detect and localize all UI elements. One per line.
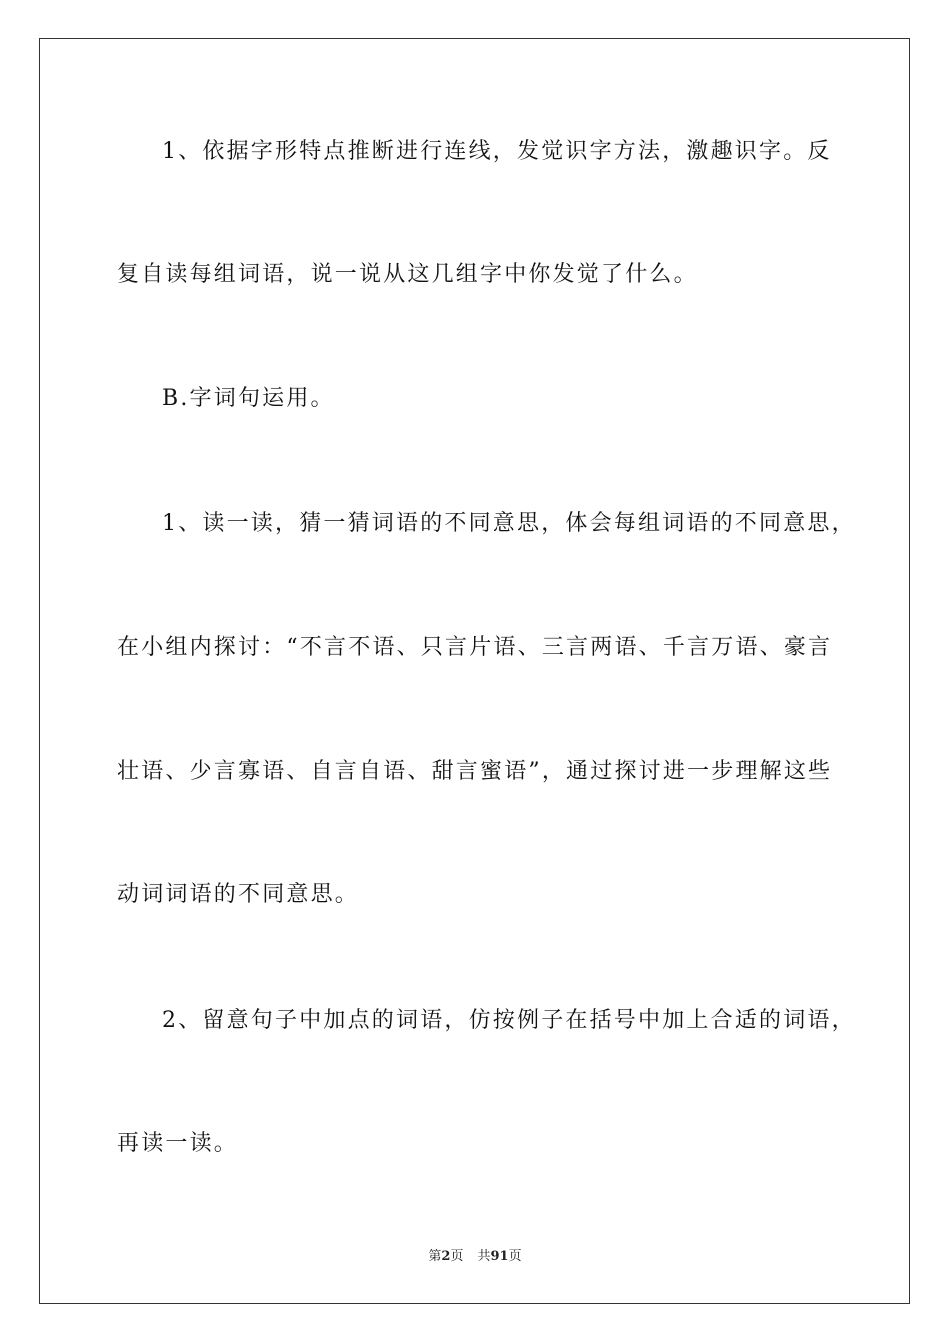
paragraph-line-3: 1、读一读，猜一猜词语的不同意思，体会每组词语的不同意思， [162, 511, 856, 536]
total-suffix: 页 [508, 1249, 522, 1264]
paragraph-line-8: 再读一读。 [117, 1131, 239, 1156]
paragraph-line-4: 在小组内探讨：“不言不语、只言片语、三言两语、千言万语、豪言 [117, 635, 833, 660]
page-frame [39, 38, 910, 1304]
page-prefix: 第 [428, 1249, 442, 1264]
page-suffix: 页 [450, 1249, 464, 1264]
page-total: 91 [490, 1249, 509, 1264]
total-prefix: 共 [477, 1249, 491, 1264]
paragraph-line-1: 1、依据字形特点推断进行连线，发觉识字方法，激趣识字。反 [162, 139, 832, 164]
paragraph-line-7: 2、留意句子中加点的词语，仿按例子在括号中加上合适的词语， [162, 1008, 856, 1033]
paragraph-line-5: 壮语、少言寡语、自言自语、甜言蜜语”，通过探讨进一步理解这些 [117, 759, 833, 784]
paragraph-line-6: 动词词语的不同意思。 [117, 882, 360, 907]
page-footer [0, 1248, 950, 1266]
section-heading: B.字词句运用。 [162, 386, 335, 411]
page-current: 2 [441, 1249, 451, 1264]
paragraph-line-2: 复自读每组词语，说一说从这几组字中你发觉了什么。 [117, 262, 698, 287]
